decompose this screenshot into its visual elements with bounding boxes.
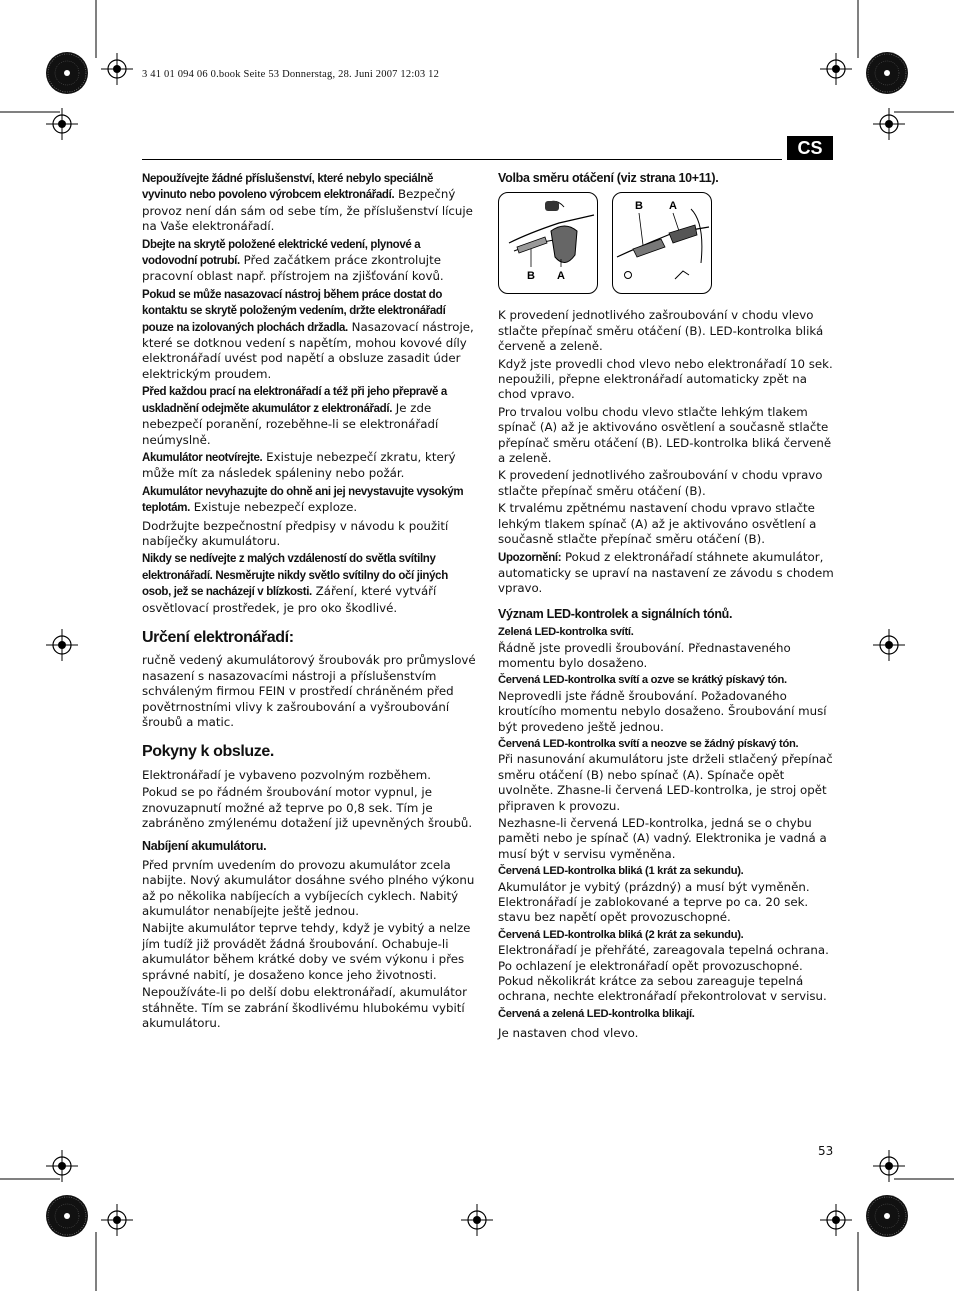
header-rule [142, 159, 782, 160]
label-a: A [557, 270, 565, 283]
led-state-label: Červená LED-kontrolka bliká (2 krát za sekundu). [498, 928, 744, 941]
safety-paragraph: Dbejte na skrytě položené elektrické vedení, plynové a vodovodní potrubí. Před začátkem práce zkontrolujte pracovní oblast např. přístrojem na zjišťování kovů. [142, 238, 444, 284]
section-heading-intended-use: Určení elektronářadí: [142, 628, 294, 646]
safety-paragraph: Před každou prací na elektronářadí a též při jeho přepravě a uskladnění odejměte akumulátor z elektronářadí. Je zde nebezpečí poranění, rozeběhne-li se elektronářadí neúmyslně. [142, 386, 447, 447]
charging-text: Před prvním uvedením do provozu akumulátor zcela nabijte. Nový akumulátor dosáhne svého plného výkonu až po několika nabíjecích a vybíjecích cyklech. Nabitý akumulátor nenabíjejte ještě jednou. [142, 857, 475, 919]
figures-row [498, 192, 834, 296]
safety-paragraph: Akumulátor neotvírejte. Existuje nebezpečí zkratu, který může mít za následek spáleniny nebo požár. [142, 449, 456, 481]
led-state-text: Při nasunování akumulátoru jste drželi stlačený přepínač směru otáčení (B) nebo spínač (A). Spínače opět uvolněte. Zhasne-li červená LED-kontrolka, je stroj opět připraven k provozu. [498, 752, 833, 813]
label-b: B [634, 200, 643, 213]
note-text: Upozornění: Pokud z elektronářadí stáhnete akumulátor, automaticky se upraví na nastavení ze závodu s chodem vpravo. [498, 549, 834, 596]
led-state-label: Zelená LED-kontrolka svítí. [498, 626, 634, 639]
section-heading-operating: Pokyny k obsluze. [142, 743, 274, 761]
led-state-text: Neprovedli jste řádně šroubování. Požadovaného kroutícího momentu nebylo dosaženo. Šroubování musí být provedeno ještě jednou. [498, 688, 827, 734]
page-number: 53 [818, 1144, 834, 1158]
rotation-text: K provedení jednotlivého zašroubování v chodu vpravo stlačte přepínač směru otáčení (B). [498, 468, 823, 498]
led-state-label: Červená LED-kontrolka bliká (1 krát za sekundu). [498, 865, 744, 878]
rotation-text: K provedení jednotlivého zašroubování v chodu vlevo stlačte přepínač směru otáčení (B). LED-kontrolka bliká červeně a zeleně. [498, 308, 824, 354]
label-a: A [668, 200, 677, 213]
led-state-text: Nezhasne-li červená LED-kontrolka, jedná se o chybu paměti nebo je spínač (A) vadný. Elektronika je vadná a musí být v servisu vyměněna. [498, 816, 827, 861]
safety-paragraph: Dodržujte bezpečnostní předpisy v návodu k použití nabíječky akumulátoru. [142, 518, 449, 548]
rotation-text: Pro trvalou volbu chodu vlevo stlačte lehkým tlakem spínač (A) až je aktivováno osvětlení a současně stlačte přepínač směru otáčení (B). LED-kontrolka bliká červeně a zeleně. [498, 404, 832, 466]
led-state-text: Je nastaven chod vlevo. [498, 1026, 639, 1041]
led-state-label: Červená LED-kontrolka svítí a neozve se žádný pískavý tón. [498, 737, 799, 750]
file-info-header: 3 41 01 094 06 0.book Seite 53 Donnerstag, 28. Juni 2007 12:03 12 [142, 69, 440, 80]
language-badge: CS [787, 136, 833, 160]
figure-switch-1 [498, 192, 598, 294]
subheading-charging: Nabíjení akumulátoru. [142, 839, 267, 854]
right-column [498, 171, 834, 1044]
figure-switch-2 [612, 192, 712, 294]
subheading-rotation: Volba směru otáčení (viz strana 10+11). [498, 171, 719, 185]
rotation-text: Když jste provedli chod vlevo nebo elektronářadí 10 sek. nepoužili, přepne elektronářadí automaticky zpět na chod vpravo. [498, 356, 833, 402]
safety-paragraph: Nepoužívejte žádné příslušenství, které nebylo speciálně vyvinuto nebo povoleno výrobcem elektronářadí. Bezpečný provoz není dán sám od sebe tím, že příslušenství lícuje na Vaše elektronářadí. [142, 173, 473, 234]
safety-paragraph: Akumulátor nevyhazujte do ohně ani jej nevystavujte vysokým teplotám. Existuje nebezpečí exploze. [142, 485, 464, 515]
led-state-text: Akumulátor je vybitý (prázdný) a musí být vyměněn. Elektronářadí je zablokované a teprve po ca. 20 sek. stavu bez napětí opět provozuschopné. [498, 879, 810, 925]
charging-text: Nabijte akumulátor teprve tehdy, když je vybitý a nelze jím tudíž již provádět žádná šroubování. Ochabuje-li akumulátor během krátké doby ve svém výkonu i přes správné nabití, je dosaženo konce jeho životnosti. [142, 921, 471, 982]
led-state-text: Elektronářadí je přehřáté, zareagovala tepelná ochrana. Po ochlazení je elektronářadí opět provozuschopné. Pokud několikrát krátce za sebou zareaguje tepelná ochrana, nechte elektronářadí překontrolovat v servisu. [498, 943, 829, 1004]
drill-switch-illustration [613, 193, 711, 293]
led-state-label: Červená a zelená LED-kontrolka blikají. [498, 1007, 695, 1020]
subheading-led-meaning: Význam LED-kontrolek a signálních tónů. [498, 606, 733, 621]
led-state-text: Řádně jste provedli šroubování. Přednastaveného momentu bylo dosaženo. [498, 640, 791, 670]
drill-switch-illustration [499, 193, 597, 293]
charging-text: Nepoužíváte-li po delší dobu elektronářadí, akumulátor stáhněte. Tím se zabrání škodlivému hlubokému vybití akumulátoru. [142, 985, 467, 1030]
left-column [142, 171, 478, 1033]
safety-paragraph: Nikdy se nedívejte z malých vzdáleností do světla svítilny elektronářadí. Nesměrujte nikdy světlo svítilny do očí jiných osob, jež se nacházejí v blízkosti. Záření, které vytváří osvětlovací prostředek, je pro oko škodlivé. [142, 553, 448, 615]
intended-use-text: ručně vedený akumulátorový šroubovák pro průmyslové nasazení s nasazovacími nástroji a příslušenstvím schváleným firmou FEIN v prostředí chráněném před povětrnostními vlivy k zašroubování a vyšroubování šroubů a matic. [142, 653, 476, 729]
rotation-text: K trvalému zpětnému nastavení chodu vpravo stlačte lehkým tlakem spínač (A) až je aktivováno osvětlení a současně stlačte přepínač směru otáčení (B). [498, 501, 817, 547]
safety-paragraph: Pokud se může nasazovací nástroj během práce dostat do kontaktu se skrytě položeným vedením, držte elektronářadí pouze na izolovaných plochách držadla. Nasazovací nástroje, které se dotknou vedení s napětím, mohou kovové díly elektronářadí uvést pod napětí a obsluze zasadit úder elektrickým proudem. [142, 288, 474, 381]
led-state-label: Červená LED-kontrolka svítí a ozve se krátký pískavý tón. [498, 674, 787, 687]
operating-text: Elektronářadí je vybaveno pozvolným rozběhem. [142, 767, 432, 782]
label-b: B [527, 270, 535, 283]
operating-text: Pokud se po řádném šroubování motor vypnul, je znovuzapnutí možné až teprve po 0,8 sek. Tím je zabráněno zmýlenému dotažení již upevněných šroubů. [142, 785, 473, 831]
